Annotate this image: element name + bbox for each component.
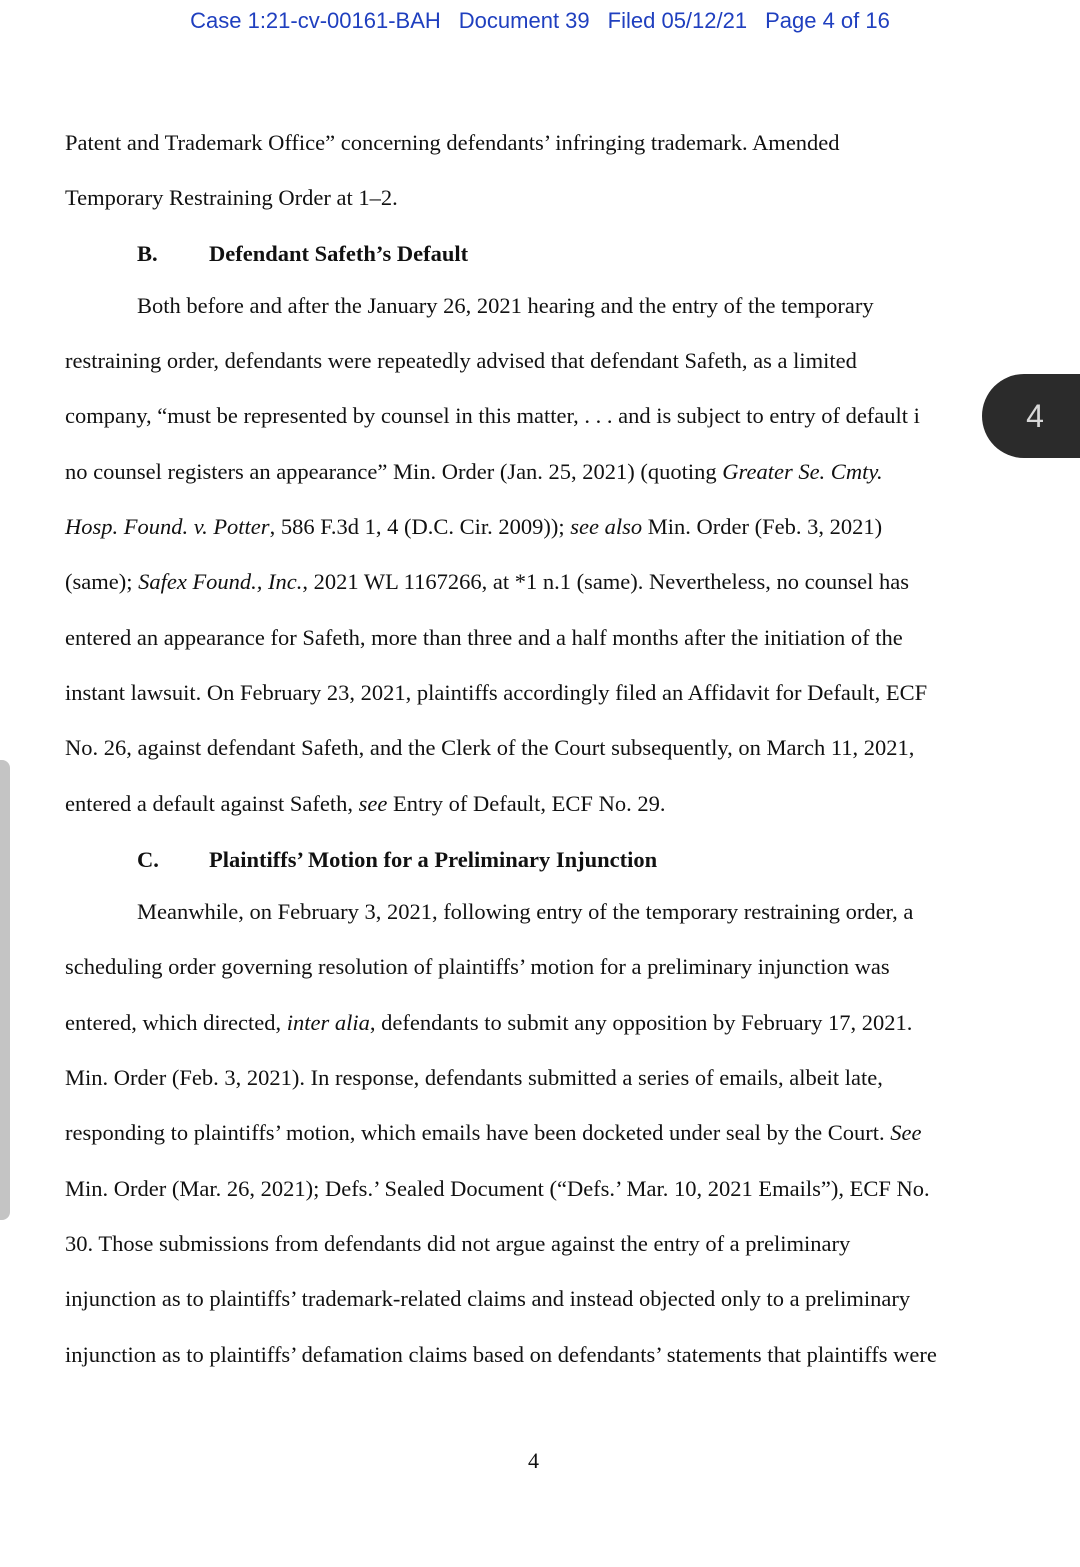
text-line bbox=[65, 514, 882, 540]
section-label: B. bbox=[137, 241, 158, 266]
section-title: Plaintiffs’ Motion for a Preliminary Injunction bbox=[209, 847, 658, 872]
latin-italic: inter alia bbox=[286, 1010, 370, 1035]
signal-italic: See bbox=[890, 1120, 922, 1145]
text-line: injunction as to plaintiffs’ trademark-related claims and instead objected only to a preliminary bbox=[65, 1286, 911, 1311]
filed-date: Filed 05/12/21 bbox=[607, 8, 748, 33]
text-run: , 586 F.3d 1, 4 (D.C. Cir. 2009)); bbox=[269, 514, 571, 539]
document-number: Document 39 bbox=[458, 8, 590, 33]
text-run: Entry of Default, ECF No. 29. bbox=[387, 791, 666, 816]
citation-italic: Safex Found., Inc. bbox=[138, 569, 303, 594]
text-line bbox=[65, 569, 909, 595]
text-run: responding to plaintiffs’ motion, which emails have been docketed under seal by the Court. bbox=[65, 1120, 891, 1145]
scrollbar-handle[interactable] bbox=[0, 760, 10, 1220]
text-line: Meanwhile, on February 3, 2021, following entry of the temporary restraining order, a bbox=[137, 899, 914, 924]
text-line: Min. Order (Feb. 3, 2021). In response, defendants submitted a series of emails, albeit late, bbox=[65, 1065, 883, 1090]
text-line: instant lawsuit. On February 23, 2021, plaintiffs accordingly filed an Affidavit for Default, ECF bbox=[65, 680, 928, 705]
citation-italic: Greater Se. Cmty. bbox=[722, 459, 883, 484]
text-run: Min. Order (Feb. 3, 2021) bbox=[642, 514, 883, 539]
text-line: No. 26, against defendant Safeth, and the Clerk of the Court subsequently, on March 11, 2021, bbox=[65, 735, 915, 760]
text-line: Both before and after the January 26, 2021 hearing and the entry of the temporary bbox=[137, 293, 874, 318]
text-line: 30. Those submissions from defendants did not argue against the entry of a preliminary bbox=[65, 1231, 851, 1256]
text-line: Temporary Restraining Order at 1–2. bbox=[65, 185, 398, 210]
signal-italic: see also bbox=[570, 514, 643, 539]
text-line: Patent and Trademark Office” concerning defendants’ infringing trademark. Amended bbox=[65, 130, 840, 155]
page-of-total: Page 4 of 16 bbox=[765, 8, 890, 33]
section-heading-b bbox=[137, 241, 468, 267]
text-run: no counsel registers an appearance” Min. Order (Jan. 25, 2021) (quoting bbox=[65, 459, 723, 484]
text-line: entered an appearance for Safeth, more than three and a half months after the initiation of the bbox=[65, 625, 903, 650]
section-heading-c bbox=[137, 847, 657, 873]
text-line: company, “must be represented by counsel in this matter, . . . and is subject to entry of default i bbox=[65, 403, 920, 428]
text-line bbox=[65, 1010, 912, 1036]
text-line: restraining order, defendants were repeatedly advised that defendant Safeth, as a limited bbox=[65, 348, 857, 373]
text-line bbox=[65, 459, 883, 485]
citation-italic: Hosp. Found. v. Potter bbox=[65, 514, 270, 539]
text-run: entered a default against Safeth, bbox=[65, 791, 359, 816]
text-line: Min. Order (Mar. 26, 2021); Defs.’ Sealed Document (“Defs.’ Mar. 10, 2021 Emails”), ECF No. bbox=[65, 1176, 930, 1201]
text-run: (same); bbox=[65, 569, 139, 594]
text-line: injunction as to plaintiffs’ defamation claims based on defendants’ statements that plaintiffs were bbox=[65, 1342, 937, 1367]
text-run: , 2021 WL 1167266, at *1 n.1 (same). Nevertheless, no counsel has bbox=[302, 569, 909, 594]
section-label: C. bbox=[137, 847, 159, 872]
case-number: Case 1:21-cv-00161-BAH bbox=[190, 8, 441, 33]
text-run: , defendants to submit any opposition by February 17, 2021. bbox=[369, 1010, 913, 1035]
text-run: entered, which directed, bbox=[65, 1010, 287, 1035]
section-title: Defendant Safeth’s Default bbox=[209, 241, 469, 266]
page-indicator[interactable]: 4 bbox=[982, 374, 1080, 458]
page-number: 4 bbox=[528, 1448, 539, 1473]
signal-italic: see bbox=[358, 791, 388, 816]
text-line bbox=[65, 1120, 921, 1146]
text-line: scheduling order governing resolution of plaintiffs’ motion for a preliminary injunction was bbox=[65, 954, 890, 979]
document-header bbox=[0, 8, 1080, 34]
text-line bbox=[65, 791, 665, 817]
